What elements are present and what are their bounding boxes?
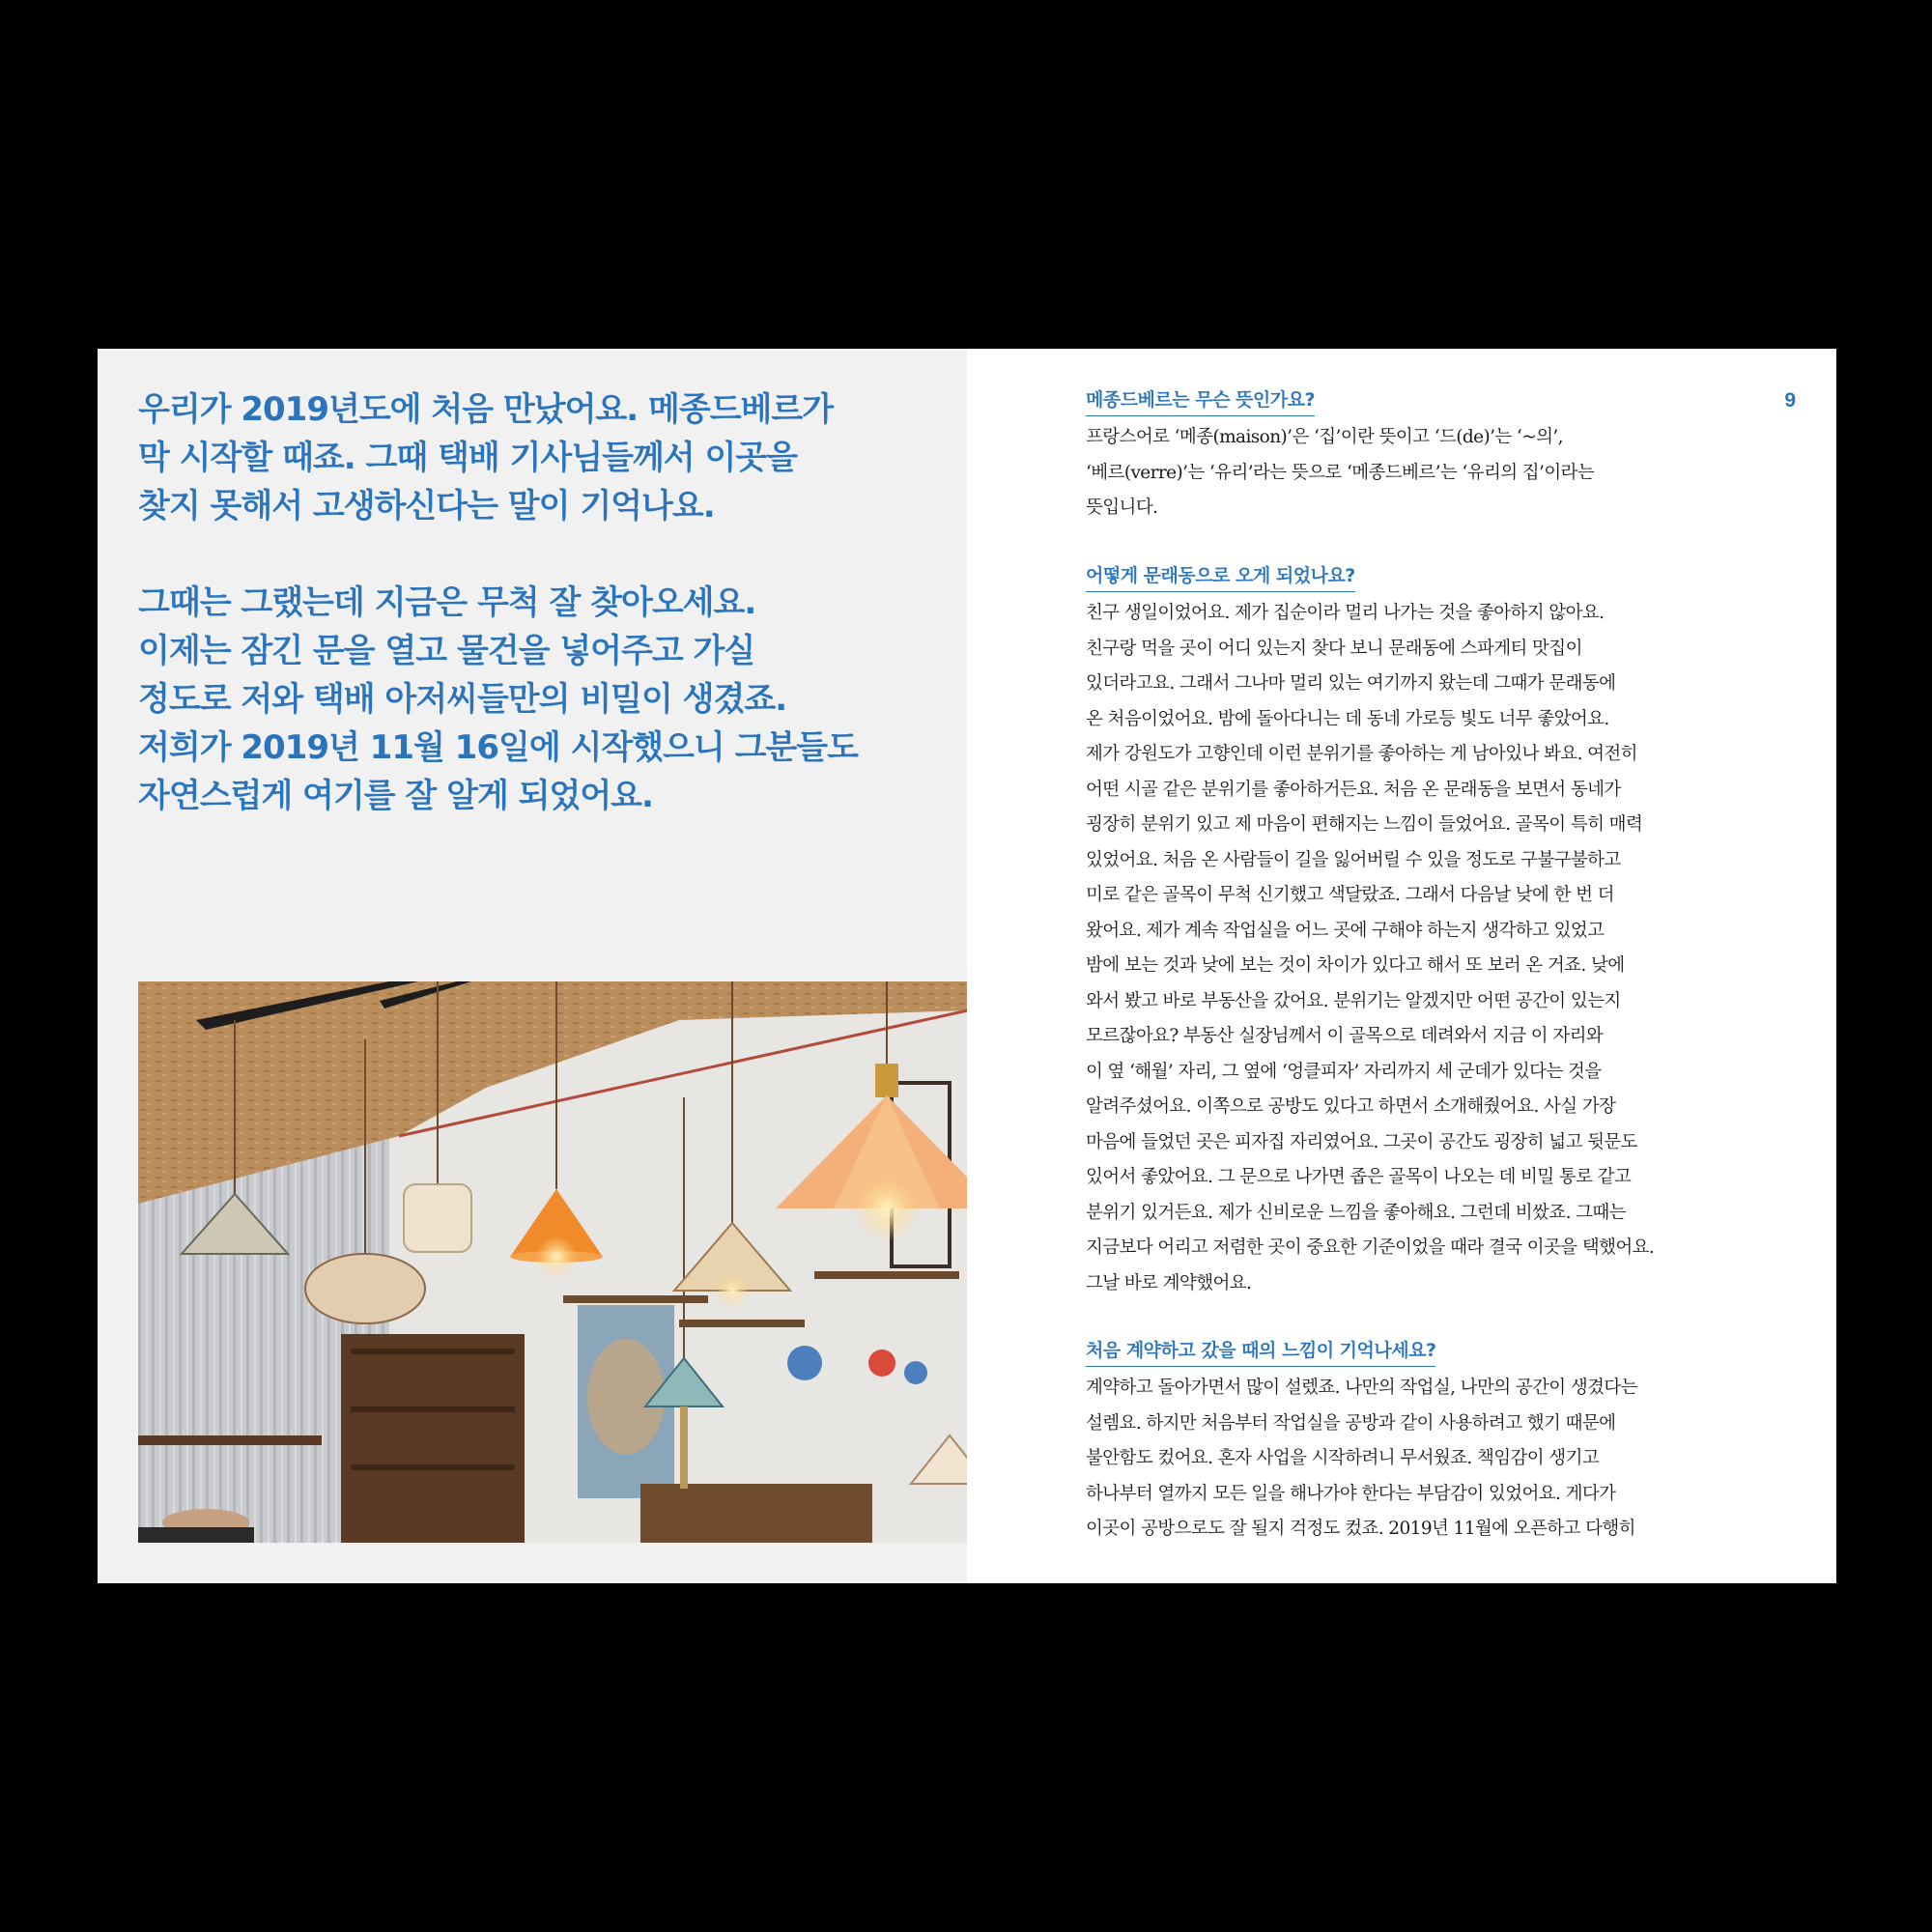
answer-line: 분위기 있거든요. 제가 신비로운 느낌을 좋아해요. 그런데 비쌌죠. 그때는 (1086, 1202, 1626, 1223)
quote-line: 우리가 2019년도에 처음 만났어요. 메종드베르가 (138, 390, 834, 429)
answer-line: 있어서 좋았어요. 그 문으로 나가면 좁은 골목이 나오는 데 비밀 통로 같고 (1086, 1167, 1632, 1187)
answer-line: 모르잖아요? 부동산 실장님께서 이 골목으로 데려와서 지금 이 자리와 (1086, 1026, 1604, 1046)
pull-quote (138, 385, 911, 868)
answer-text (1086, 596, 1762, 1301)
quote-line: 막 시작할 때죠. 그때 택배 기사님들께서 이곳을 (138, 439, 797, 477)
qa-section-meaning (1086, 387, 1762, 526)
answer-line: 하나부터 열까지 모든 일을 해나가야 한다는 부담감이 있었어요. 게다가 (1086, 1483, 1616, 1504)
qa-section-mullae (1086, 563, 1762, 1301)
answer-line: 설렘요. 하지만 처음부터 작업실을 공방과 같이 사용하려고 했기 때문에 (1086, 1412, 1616, 1434)
answer-line: 온 처음이었어요. 밤에 돌아다니는 데 동네 가로등 빛도 너무 좋았어요. (1086, 708, 1609, 729)
quote-line: 정도로 저와 택배 아저씨들만의 비밀이 생겼죠. (138, 680, 787, 719)
answer-line: 마음에 들었던 곳은 피자집 자리였어요. 그곳이 공간도 굉장히 넓고 뒷문도 (1086, 1131, 1637, 1152)
answer-line: 어떤 시골 같은 분위기를 좋아하거든요. 처음 온 문래동을 보면서 동네가 (1086, 779, 1621, 800)
answer-line: 와서 봤고 바로 부동산을 갔어요. 분위기는 알겠지만 어떤 공간이 있는지 (1086, 990, 1621, 1011)
quote-paragraph-1 (138, 385, 911, 530)
answer-line: 프랑스어로 ‘메종(maison)’은 ‘집’이란 뜻이고 ‘드(de)’는 ‘~의’, (1086, 427, 1563, 447)
quote-line: 찾지 못해서 고생하신다는 말이 기억나요. (138, 487, 715, 526)
left-page (98, 349, 967, 1583)
answer-line: 지금보다 어리고 저렴한 곳이 중요한 기준이었을 때라 결국 이곳을 택했어요. (1086, 1237, 1655, 1258)
answer-line: 뜻입니다. (1086, 497, 1158, 518)
quote-line: 이제는 잠긴 문을 열고 물건을 넣어주고 가실 (138, 632, 755, 670)
quote-line: 저희가 2019년 11월 16일에 시작했으니 그분들도 (138, 728, 858, 767)
right-page (967, 349, 1836, 1583)
question-heading: 어떻게 문래동으로 오게 되었나요? (1086, 563, 1355, 592)
answer-line: 친구랑 먹을 곳이 어디 있는지 찾다 보니 문래동에 스파게티 맛집이 (1086, 638, 1582, 659)
page-number: 9 (1784, 389, 1796, 412)
answer-line: 있었어요. 처음 온 사람들이 길을 잃어버릴 수 있을 정도로 구불구불하고 (1086, 849, 1621, 870)
answer-text (1086, 1371, 1762, 1548)
quote-paragraph-2 (138, 579, 911, 820)
answer-line: 왔어요. 제가 계속 작업실을 어느 곳에 구해야 하는지 생각하고 있었고 (1086, 920, 1605, 941)
answer-line: 굉장히 분위기 있고 제 마음이 편해지는 느낌이 들었어요. 골목이 특히 매력 (1086, 814, 1643, 835)
answer-line: 친구 생일이었어요. 제가 집순이라 멀리 나가는 것을 좋아하지 않아요. (1086, 603, 1605, 623)
answer-line: 있더라고요. 그래서 그나마 멀리 있는 여기까지 왔는데 그때가 문래동에 (1086, 673, 1616, 694)
answer-line: ‘베르(verre)’는 ‘유리’라는 뜻으로 ‘메종드베르’는 ‘유리의 집’이라는 (1086, 462, 1595, 483)
answer-line: 불안함도 컸어요. 혼자 사업을 시작하려니 무서웠죠. 책임감이 생기고 (1086, 1448, 1600, 1468)
question-heading: 메종드베르는 무슨 뜻인가요? (1086, 387, 1315, 416)
question-heading: 처음 계약하고 갔을 때의 느낌이 기억나세요? (1086, 1338, 1435, 1367)
quote-line: 그때는 그랬는데 지금은 무척 잘 찾아오세요. (138, 583, 756, 622)
answer-text (1086, 420, 1762, 526)
workshop-lamps-photo (138, 981, 968, 1543)
answer-line: 밤에 보는 것과 낮에 보는 것이 차이가 있다고 해서 또 보러 온 거죠. 낮에 (1086, 955, 1625, 976)
answer-line: 미로 같은 골목이 무척 신기했고 색달랐죠. 그래서 다음날 낮에 한 번 더 (1086, 885, 1614, 905)
answer-line: 알려주셨어요. 이쪽으로 공방도 있다고 하면서 소개해줬어요. 사실 가장 (1086, 1096, 1616, 1117)
answer-line: 이 옆 ‘해월’ 자리, 그 옆에 ‘엉클피자’ 자리까지 세 군데가 있다는 것을 (1086, 1061, 1602, 1082)
answer-line: 계약하고 돌아가면서 많이 설렜죠. 나만의 작업실, 나만의 공간이 생겼다는 (1086, 1378, 1637, 1398)
quote-line: 자연스럽게 여기를 잘 알게 되었어요. (138, 777, 653, 815)
magazine-spread (98, 349, 1836, 1583)
answer-line: 제가 강원도가 고향인데 이런 분위기를 좋아하는 게 남아있나 봐요. 여전히 (1086, 744, 1637, 764)
answer-line: 그날 바로 계약했어요. (1086, 1272, 1252, 1293)
qa-section-first-contract (1086, 1338, 1762, 1548)
answer-line: 이곳이 공방으로도 잘 될지 걱정도 컸죠. 2019년 11월에 오픈하고 다행히 (1086, 1519, 1635, 1539)
